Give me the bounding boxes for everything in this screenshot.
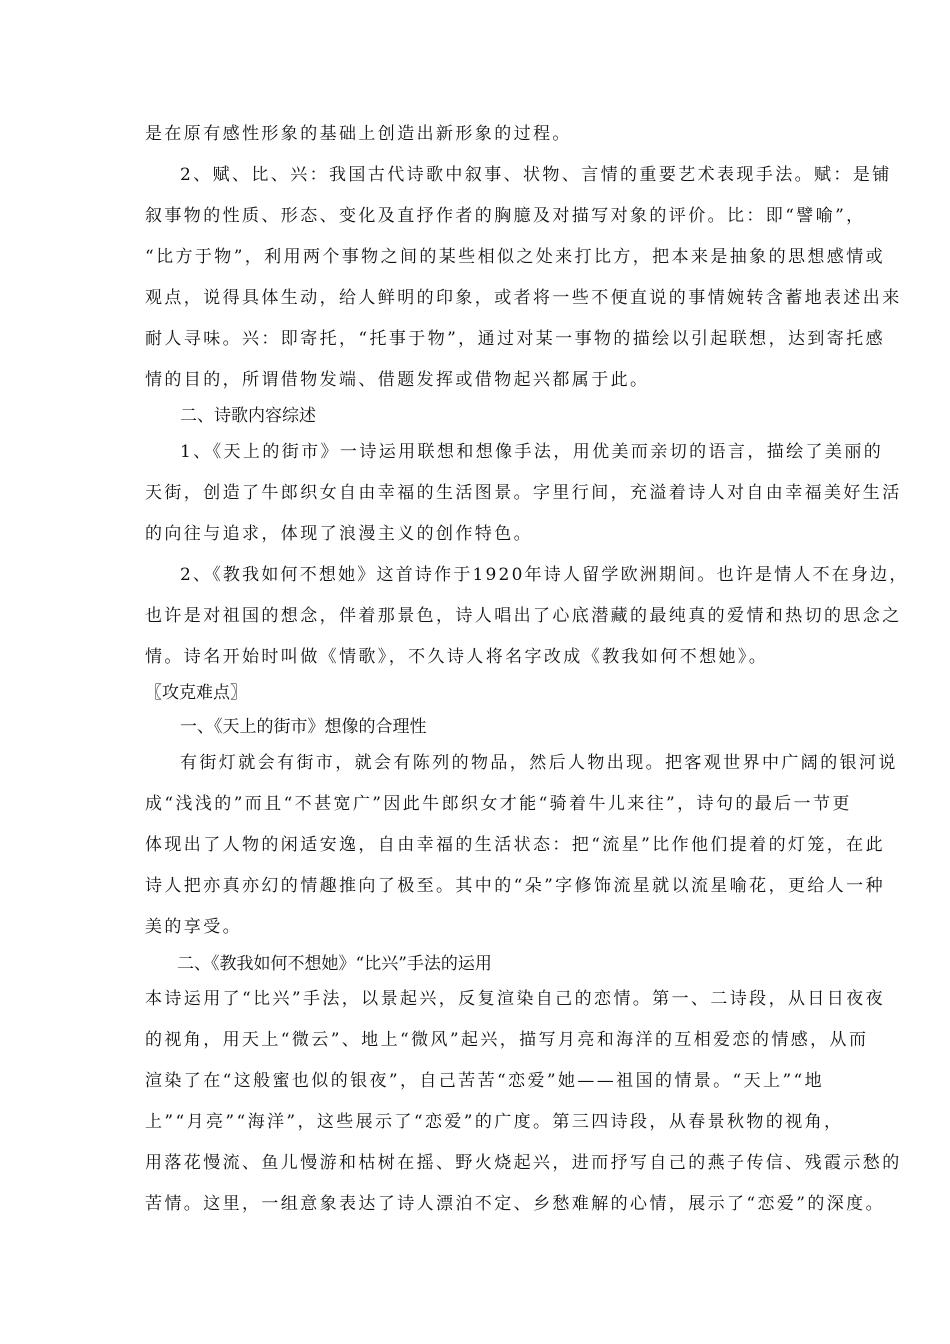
text-line: 本诗运用了“比兴”手法，以景起兴，反复渲染自己的恋情。第一、二诗段，从日日夜夜	[145, 989, 885, 1009]
text-line: 有街灯就会有街市，就会有陈列的物品，然后人物出现。把客观世界中广阔的银河说	[180, 753, 898, 773]
text-line: 也许是对祖国的想念，伴着那景色，诗人唱出了心底潜藏的最纯真的爱情和热切的思念之	[145, 606, 902, 626]
text-line: 诗人把亦真亦幻的情趣推向了极至。其中的“朵”字修饰流星就以流星喻花，更给人一种	[145, 876, 885, 896]
text-line: 叙事物的性质、形态、变化及直抒作者的胸臆及对描写对象的评价。比：即“譬喻”，	[145, 206, 866, 226]
text-line: 2、《教我如何不想她》这首诗作于1920年诗人留学欧洲期间。也许是情人不在身边，	[180, 565, 909, 585]
text-line: 用落花慢流、鱼儿慢游和枯树在摇、野火烧起兴，进而抒写自己的燕子传信、残霞示愁的	[145, 1153, 902, 1173]
text-line: 天街，创造了牛郎织女自由幸福的生活图景。字里行间，充溢着诗人对自由幸福美好生活	[145, 483, 902, 503]
section-heading: 二、诗歌内容综述	[180, 406, 316, 426]
text-line: 情。诗名开始时叫做《情歌》，不久诗人将名字改成《教我如何不想她》。	[145, 647, 769, 667]
text-line: 情的目的，所谓借物发端、借题发挥或借物起兴都属于此。	[145, 370, 650, 390]
text-line: 1、《天上的街市》一诗运用联想和想像手法，用优美而亲切的语言，描绘了美丽的	[180, 442, 884, 462]
text-line: 体现出了人物的闲适安逸，自由幸福的生活状态：把“流星”比作他们提着的灯笼，在此	[145, 835, 885, 855]
text-line: 的视角，用天上“微云”、地上“微风”起兴，描写月亮和海洋的互相爱恋的情感，从而	[145, 1030, 869, 1050]
text-line: 耐人寻味。兴：即寄托，“托事于物”，通过对某一事物的描绘以引起联想，达到寄托感	[145, 329, 885, 349]
subsection-heading: 一、《天上的街市》想像的合理性	[180, 717, 427, 737]
text-line: 成“浅浅的”而且“不甚宽广”因此牛郎织女才能“骑着牛儿来往”，诗句的最后一节更	[145, 794, 852, 814]
text-line: 观点，说得具体生动，给人鲜明的印象，或者将一些不便直说的事情婉转含蓄地表述出来	[145, 288, 902, 308]
subsection-heading: 二、《教我如何不想她》“比兴”手法的运用	[177, 954, 492, 974]
text-line: 美的享受。	[145, 917, 242, 937]
text-line: 渲染了在“这般蜜也似的银夜”，自己苦苦“恋爱”她——祖国的情景。“天上”“地	[145, 1071, 825, 1091]
text-line: 是在原有感性形象的基础上创造出新形象的过程。	[145, 124, 572, 144]
text-line: 上”“月亮”“海洋”，这些展示了“恋爱”的广度。第三四诗段，从春景秋物的视角，	[145, 1112, 844, 1132]
text-line: 2、赋、比、兴：我国古代诗歌中叙事、状物、言情的重要艺术表现手法。赋：是铺	[180, 165, 892, 185]
section-heading: 〖攻克难点〗	[145, 683, 247, 703]
text-line: 的向往与追求，体现了浪漫主义的创作特色。	[145, 524, 533, 544]
text-line: 苦情。这里，一组意象表达了诗人漂泊不定、乡愁难解的心情，展示了“恋爱”的深度。	[145, 1194, 885, 1214]
text-line: “比方于物”，利用两个事物之间的某些相似之处来打比方，把本来是抽象的思想感情或	[145, 247, 885, 267]
